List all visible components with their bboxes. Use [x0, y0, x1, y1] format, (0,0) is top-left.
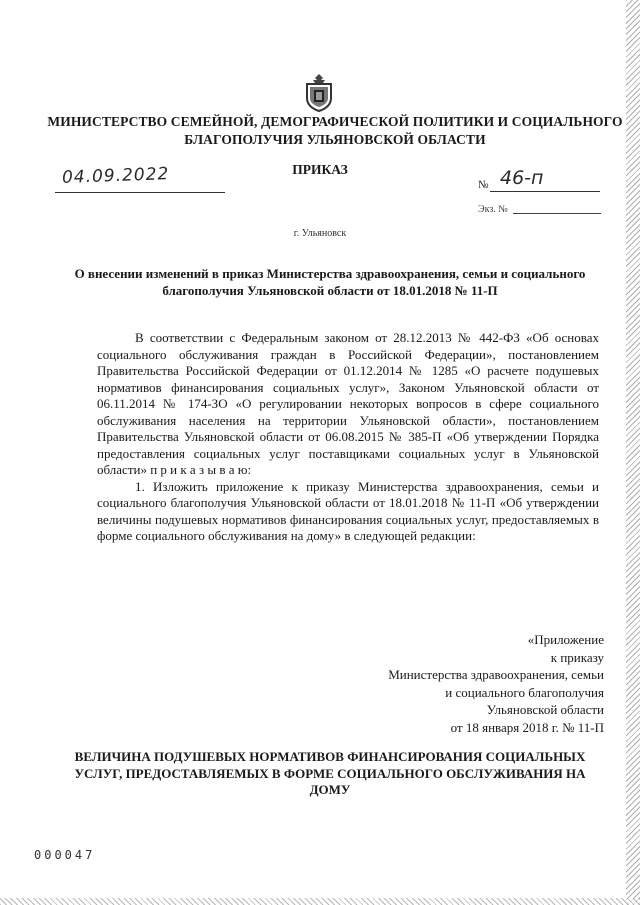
handwritten-number: 46-п	[500, 167, 544, 189]
coat-of-arms-icon	[301, 72, 337, 112]
body-paragraph-1: В соответствии с Федеральным законом от 28.12.2013 № 442-ФЗ «Об основах социального обслуживания граждан в Российской Федерации», постановлением Правительства Российской Федерации от 01.12.2014 № 1285 «О расчете подушевых нормативов финансирования социальных услуг», Законом Ульяновской области от 06.11.2014 № 174-ЗО «О регулировании некоторых вопросов в сфере социального обслуживания населения на территории Ульяновской области», постановлением Правительства Ульяновской области от 06.08.2015 № 385-П «Об утверждении Порядка предоставления социальных услуг поставщиками социальных услуг в Ульяновской области» п р и к а з ы в а ю:	[97, 330, 599, 477]
scan-edge-bottom	[0, 898, 640, 905]
date-underline	[55, 192, 225, 193]
appendix-heading: ВЕЛИЧИНА ПОДУШЕВЫХ НОРМАТИВОВ ФИНАНСИРОВАНИЯ СОЦИАЛЬНЫХ УСЛУГ, ПРЕДОСТАВЛЯЕМЫХ В ФОРМЕ СОЦИАЛЬНОГО ОБСЛУЖИВАНИЯ НА ДОМУ	[74, 749, 586, 797]
city: г. Ульяновск	[293, 228, 347, 239]
appendix-line-5: Ульяновской области	[486, 702, 604, 717]
order-subject: О внесении изменений в приказ Министерства здравоохранения, семьи и социального благополучия Ульяновской области от 18.01.2018 № 11-П	[74, 266, 586, 298]
appendix-line-3: Министерства здравоохранения, семьи	[388, 667, 604, 682]
appendix-line-4: и социального благополучия	[445, 684, 604, 700]
appendix-line-2: к приказу	[550, 649, 604, 665]
number-underline	[490, 191, 600, 192]
copy-number-underline	[513, 213, 601, 214]
number-label: №	[478, 179, 489, 191]
document-type: ПРИКАЗ	[292, 162, 348, 177]
body-paragraph-2: 1. Изложить приложение к приказу Министерства здравоохранения, семьи и социального благополучия Ульяновской области от 18.01.2018 № 11-П «Об утверждении величины подушевых нормативов финансирования социальных услуг, предоставляемых в форме социального обслуживания на дому» в следующей редакции:	[97, 478, 599, 543]
handwritten-date: 04.09.2022	[61, 164, 170, 188]
page-stamp-number: 000047	[34, 848, 96, 862]
order-body	[97, 330, 599, 545]
appendix-line-6: от 18 января 2018 г. № 11-П	[450, 719, 604, 735]
appendix-line-1: «Приложение	[527, 632, 604, 647]
ministry-name: МИНИСТЕРСТВО СЕМЕЙНОЙ, ДЕМОГРАФИЧЕСКОЙ ПОЛИТИКИ И СОЦИАЛЬНОГО БЛАГОПОЛУЧИЯ УЛЬЯНОВСКОЙ ОБЛАСТИ	[47, 114, 623, 147]
appendix-block	[304, 631, 604, 736]
copy-number-label: Экз. №	[478, 204, 508, 215]
